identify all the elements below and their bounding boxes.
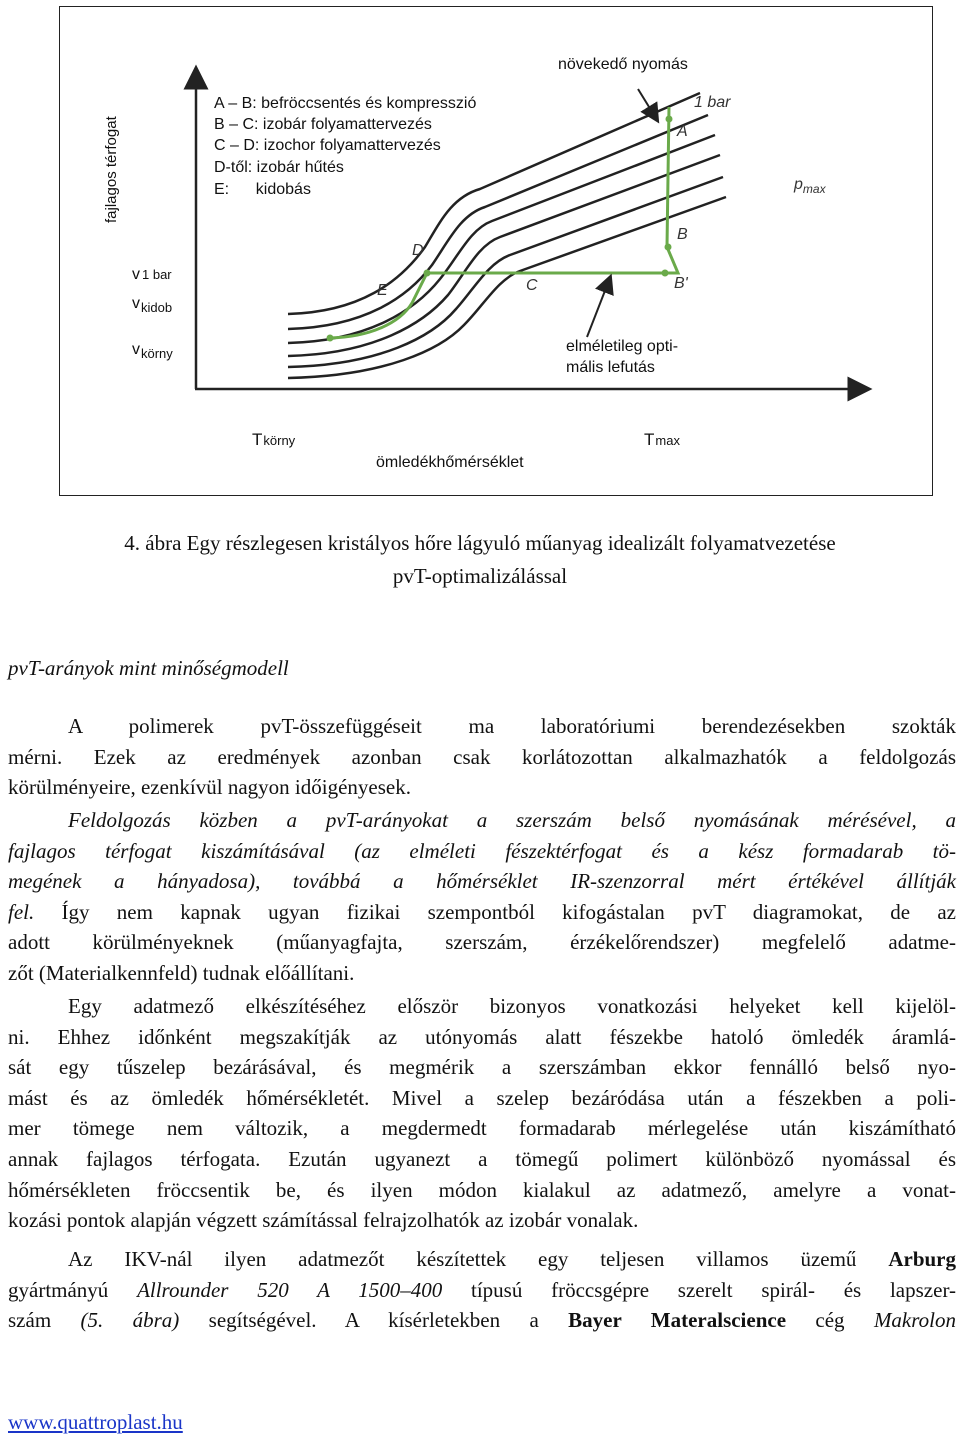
paragraph-1 — [8, 711, 956, 803]
point-marker-d — [424, 270, 431, 277]
point-marker-b — [665, 244, 672, 251]
text-line: fajlagos térfogat kiszámításával (az elméleti fészektérfogat és a kész formadarab tö- — [8, 838, 956, 863]
x-axis-label: ömledékhőmérséklet — [376, 454, 524, 471]
y-axis-label: fajlagos térfogat — [103, 116, 120, 223]
point-label-c: C — [526, 277, 538, 294]
figure-caption-line1: 4. ábra Egy részlegesen kristályos hőre lágyuló műanyag idealizált folyamatvezetése — [124, 531, 836, 555]
legend-line: B – C: izobár folyamattervezés — [214, 116, 432, 133]
legend-line: E: kidobás — [214, 181, 311, 198]
figure-frame — [59, 6, 933, 496]
one-bar-label: 1 bar — [694, 94, 731, 111]
increasing-pressure-label: növekedő nyomás — [558, 56, 688, 73]
text-line: sát egy tűszelep bezárásával, és megmérik a szerszámban ekkor fennálló belső nyo- — [8, 1055, 956, 1080]
text-line: annak fajlagos térfogata. Ezután ugyanezt a tömegű polimert különböző nyomással és — [8, 1146, 956, 1171]
text-line: szám (5. ábra) segítségével. A kísérletekben a Bayer Materalscience cég Makrolon — [8, 1308, 956, 1333]
optimal-arrow — [587, 283, 608, 337]
text-line: kozási pontok alapján végzett számítással felrajzolhatók az izobár vonalak. — [8, 1208, 639, 1233]
isobar-curve — [288, 135, 715, 343]
text-line: Feldolgozás közben a pvT-arányokat a szerszám belső nyomásának mérésével, a — [68, 808, 956, 832]
paragraph-3 — [8, 991, 956, 1236]
isobar-curve — [288, 155, 720, 356]
text-line: gyártmányú Allrounder 520 A 1500–400 típusú fröccsgépre szerelt spirál- és lapszer- — [8, 1277, 957, 1302]
text-line: Az IKV-nál ilyen adatmezőt készítettek egy teljesen villamos üzemű Arburg — [68, 1247, 956, 1271]
point-label-a: A — [677, 123, 688, 140]
point-label-d: D — [412, 242, 424, 259]
legend-line: A – B: befröccsentés és kompresszió — [214, 95, 477, 112]
point-label-e: E — [377, 282, 388, 299]
text-line: mérni. Ezek az eredmények azonban csak korlátozottan alkalmazhatók a feldolgozás — [8, 744, 956, 769]
text-line: fel. Így nem kapnak ugyan fizikai szempontból kifogástalan pvT diagramokat, de az — [8, 899, 956, 924]
text-line: ni. Ehhez időnként megszakítják az utónyomás alatt fészekbe hatoló ömledék áramlá- — [8, 1024, 956, 1049]
optimal-path-label: elméletileg opti-mális lefutás — [566, 338, 679, 376]
text-line: körülményeire, ezenkívül nagyon időigényesek. — [8, 775, 411, 800]
point-label-b: B — [677, 226, 688, 243]
section-heading: pvT-arányok mint minőségmodell — [8, 656, 289, 680]
x-tick-tmax: Tmax — [644, 430, 680, 449]
point-marker-e — [327, 335, 334, 342]
point-marker-bp — [662, 270, 669, 277]
paragraph-2 — [8, 805, 956, 989]
figure-caption-line2: pvT-optimalizálással — [392, 564, 568, 588]
pvt-diagram — [60, 7, 932, 495]
legend-line: C – D: izochor folyamattervezés — [214, 137, 441, 154]
text-line: zőt (Materialkennfeld) tudnak előállítani. — [8, 960, 355, 985]
y-tick-v1bar: v 1 bar — [132, 266, 172, 283]
paragraph-4 — [8, 1244, 956, 1336]
pressure-arrow — [638, 89, 654, 115]
legend-line: D-től: izobár hűtés — [214, 159, 344, 176]
footer-website-link[interactable]: www.quattroplast.hu — [8, 1410, 183, 1434]
y-tick-vkidob: $v_{kidob}$ — [132, 295, 173, 315]
text-line: adott körülményeknek (műanyagfajta, szerszám, érzékelőrendszer) megfelelő adatme- — [8, 930, 956, 955]
point-marker-a — [666, 116, 673, 123]
text-line: megének a hányadosa), továbbá a hőmérséklet IR-szenzorral mért értékével állítják — [8, 869, 956, 894]
y-tick-vkorny: $v_{körny}$ — [132, 341, 173, 361]
x-tick-tkorny: Tkörny — [252, 430, 296, 449]
point-label-bprime: B' — [674, 275, 688, 292]
text-line: hőmérsékleten fröccsentik be, és ilyen módon kialakul az adatmező, amelyre a vonat- — [8, 1177, 956, 1202]
text-line: mást és az ömledék hőmérsékletét. Mivel a szelep bezáródása után a fészekben a poli- — [8, 1085, 956, 1110]
pmax-label: $p_{max}$ — [794, 176, 826, 196]
text-line: A polimerek pvT-összefüggéseit ma laboratóriumi berendezésekben szokták — [68, 714, 956, 738]
text-line: mer tömege nem változik, a megdermedt formadarab mérlegelése után kiszámítható — [8, 1116, 956, 1141]
text-line: Egy adatmező elkészítéséhez először bizonyos vonatkozási helyeket kell kijelöl- — [68, 994, 956, 1018]
